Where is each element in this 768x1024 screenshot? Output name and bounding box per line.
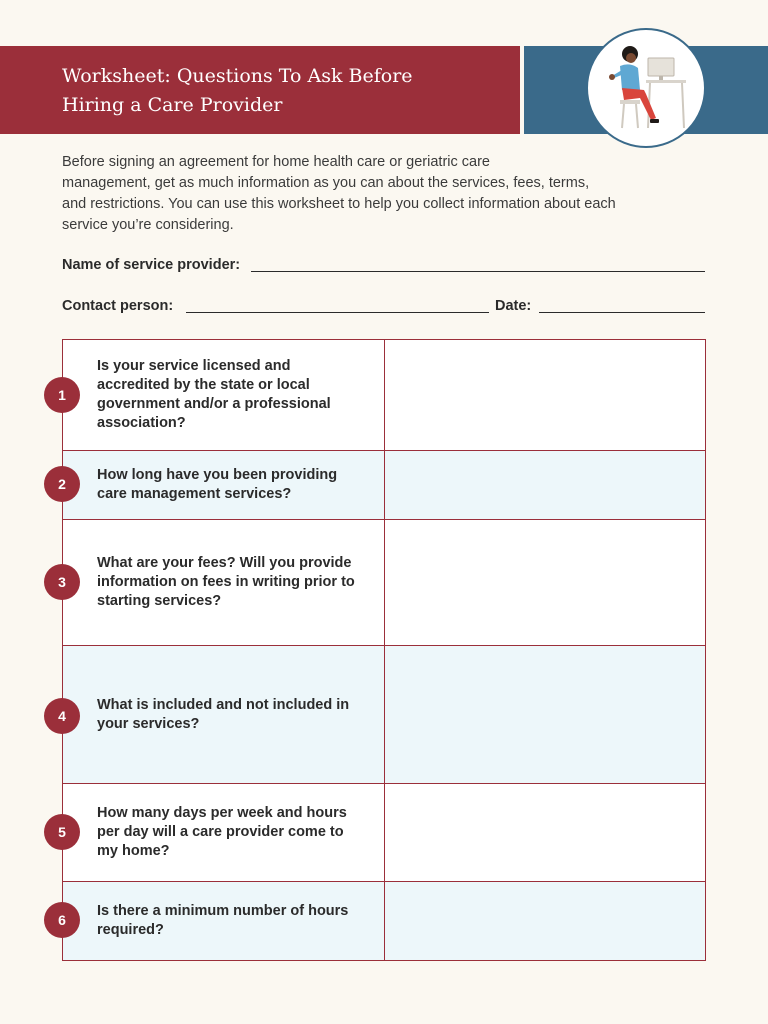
question-text-2: How long have you been providing care management services? [63, 451, 385, 520]
page-title [62, 62, 502, 120]
question-row-6 [63, 882, 706, 961]
intro-line-3: and restrictions. You can use this worksheet to help you collect information about each [62, 196, 616, 212]
answer-cell-6[interactable] [385, 882, 706, 961]
question-text-3: What are your fees? Will you provide information on fees in writing prior to starting services? [63, 520, 385, 646]
intro-line-4: service you’re considering. [62, 217, 234, 233]
intro-line-2: management, get as much information as you can about the services, fees, terms, [62, 175, 590, 191]
question-row-4 [63, 646, 706, 784]
question-row-2 [63, 451, 706, 520]
answer-cell-1[interactable] [385, 340, 706, 451]
title-line-2: Hiring a Care Provider [62, 94, 283, 116]
contact-person-field[interactable] [186, 312, 489, 313]
question-text-5: How many days per week and hours per day will a care provider come to my home? [63, 784, 385, 882]
question-number-badge-3: 3 [44, 564, 80, 600]
question-number-badge-1: 1 [44, 377, 80, 413]
question-number-badge-4: 4 [44, 698, 80, 734]
date-field[interactable] [539, 312, 705, 313]
question-row-5 [63, 784, 706, 882]
title-line-1: Worksheet: Questions To Ask Before [62, 65, 413, 87]
person-at-desk-icon [586, 28, 706, 148]
answer-cell-3[interactable] [385, 520, 706, 646]
question-row-1 [63, 340, 706, 451]
intro-line-1: Before signing an agreement for home health care or geriatric care [62, 154, 490, 170]
question-text-6: Is there a minimum number of hours required? [63, 882, 385, 961]
question-number-badge-6: 6 [44, 902, 80, 938]
answer-cell-2[interactable] [385, 451, 706, 520]
contact-person-label: Contact person: [62, 298, 174, 314]
question-text-1: Is your service licensed and accredited by the state or local government and/or a professional association? [63, 340, 385, 451]
date-label: Date: [495, 298, 532, 314]
question-number-badge-2: 2 [44, 466, 80, 502]
answer-cell-4[interactable] [385, 646, 706, 784]
answer-cell-5[interactable] [385, 784, 706, 882]
questions-table [62, 339, 706, 961]
intro-paragraph [62, 152, 682, 236]
question-text-4: What is included and not included in your services? [63, 646, 385, 784]
question-number-badge-5: 5 [44, 814, 80, 850]
provider-name-label: Name of service provider: [62, 257, 241, 273]
question-row-3 [63, 520, 706, 646]
provider-name-field[interactable] [251, 271, 705, 272]
